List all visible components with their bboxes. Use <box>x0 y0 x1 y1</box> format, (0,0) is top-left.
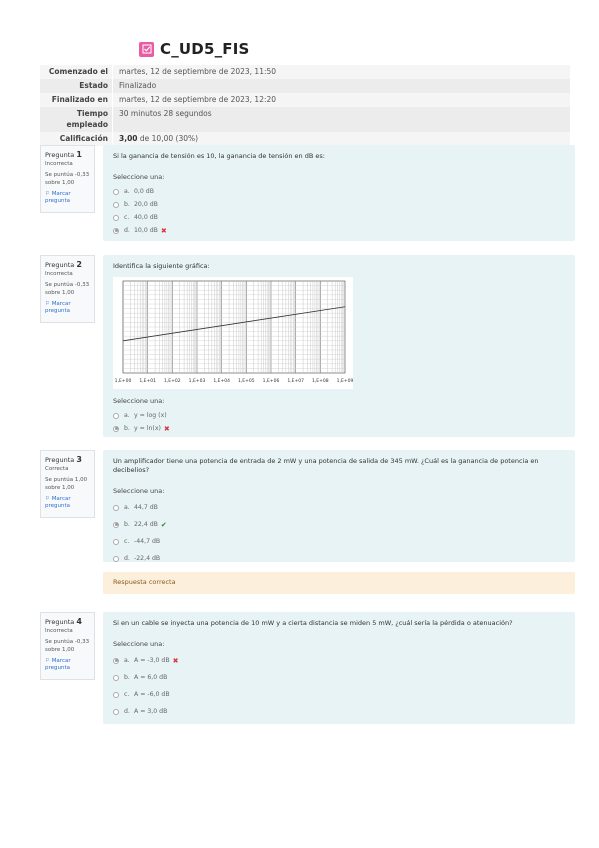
radio-button[interactable] <box>113 675 119 681</box>
radio-button[interactable] <box>113 413 119 419</box>
question-text: Identifica la siguiente gráfica: <box>113 262 210 270</box>
flag-icon: ⚐ <box>45 190 50 197</box>
radio-button[interactable] <box>113 228 119 234</box>
summary-value: Finalizado <box>112 79 570 93</box>
summary-label: Estado <box>40 79 112 93</box>
incorrect-icon: ✖ <box>160 226 167 235</box>
summary-label: Calificación <box>40 132 112 146</box>
question-number: Pregunta 4 <box>45 617 82 626</box>
attempt-summary <box>40 65 570 146</box>
answer-option[interactable]: b. A = 6,0 dB <box>113 669 565 686</box>
log-chart <box>113 277 353 389</box>
question-number: Pregunta 1 <box>45 150 82 159</box>
question-status: Correcta <box>45 465 69 472</box>
answer-option[interactable]: c. -44,7 dB <box>113 533 565 550</box>
x-tick-label: 1,E+06 <box>262 379 280 385</box>
flag-question-link[interactable]: ⚐ Marcar pregunta <box>45 190 71 205</box>
summary-row-finished <box>40 93 570 107</box>
radio-button[interactable] <box>113 426 119 432</box>
x-tick-label: 1,E+02 <box>164 379 181 385</box>
summary-row-grade <box>40 132 570 146</box>
question-status: Incorrecta <box>45 627 73 634</box>
page-title: C_UD5_FIS <box>160 40 250 58</box>
answer-option[interactable]: d. 10,0 dB ✖ <box>113 224 565 237</box>
answer-option[interactable]: d. -22,4 dB <box>113 550 565 567</box>
answer-option[interactable]: c. A = -6,0 dB <box>113 686 565 703</box>
radio-button[interactable] <box>113 189 119 195</box>
answer-options <box>113 185 565 237</box>
chart-svg <box>113 277 353 389</box>
question-info <box>40 255 95 323</box>
x-tick-label: 1,E+08 <box>312 379 329 385</box>
summary-value: martes, 12 de septiembre de 2023, 12:20 <box>112 93 570 107</box>
question-score: Se puntúa -0,33 sobre 1,00 <box>45 171 90 186</box>
summary-value <box>112 132 570 146</box>
flag-question-link[interactable]: ⚐ Marcar pregunta <box>45 657 71 672</box>
question-content <box>103 255 575 437</box>
radio-button[interactable] <box>113 539 119 545</box>
question-info <box>40 450 95 518</box>
feedback-box: Respuesta correcta <box>103 572 575 594</box>
grade-value: 3,00 <box>119 133 138 143</box>
question-content <box>103 612 575 724</box>
radio-button[interactable] <box>113 202 119 208</box>
question-status: Incorrecta <box>45 160 73 167</box>
flag-icon: ⚐ <box>45 300 50 307</box>
answer-option[interactable]: b. 22,4 dB ✔ <box>113 516 565 533</box>
radio-button[interactable] <box>113 522 119 528</box>
question-text: Si en un cable se inyecta una potencia de 10 mW y a cierta distancia se miden 5 mW, ¿cuál sería la pérdida o atenuación? <box>113 619 513 627</box>
answer-option[interactable]: c. 40,0 dB <box>113 211 565 224</box>
x-tick-label: 1,E+00 <box>114 379 132 385</box>
answer-prompt: Seleccione una: <box>113 173 165 182</box>
answer-options <box>113 409 565 435</box>
x-tick-label: 1,E+07 <box>287 379 304 385</box>
answer-option[interactable]: b. y = ln(x) ✖ <box>113 422 565 435</box>
flag-icon: ⚐ <box>45 495 50 502</box>
flag-question-link[interactable]: ⚐ Marcar pregunta <box>45 495 71 510</box>
summary-label: Finalizado en <box>40 93 112 107</box>
x-tick-label: 1,E+05 <box>238 379 255 385</box>
radio-button[interactable] <box>113 709 119 715</box>
question-status: Incorrecta <box>45 270 73 277</box>
summary-label: Tiempo empleado <box>40 107 112 131</box>
question-score: Se puntúa 1,00 sobre 1,00 <box>45 476 88 491</box>
question-score: Se puntúa -0,33 sobre 1,00 <box>45 638 90 653</box>
incorrect-icon: ✖ <box>163 424 170 433</box>
summary-row-state <box>40 79 570 93</box>
question-text: Un amplificador tiene una potencia de entrada de 2 mW y una potencia de salida de 345 mW. ¿Cuál es la ganancia de potencia en decibelios? <box>113 457 539 475</box>
answer-option[interactable]: a. 0,0 dB <box>113 185 565 198</box>
x-tick-label: 1,E+04 <box>213 379 230 385</box>
answer-option[interactable]: a. y = log (x) <box>113 409 565 422</box>
summary-value: 30 minutos 28 segundos <box>112 107 570 131</box>
answer-options <box>113 652 565 720</box>
question-info <box>40 612 95 680</box>
summary-label: Comenzado el <box>40 65 112 79</box>
question-info <box>40 145 95 213</box>
incorrect-icon: ✖ <box>172 656 179 665</box>
answer-prompt: Seleccione una: <box>113 487 165 496</box>
question-number: Pregunta 3 <box>45 455 82 464</box>
radio-button[interactable] <box>113 505 119 511</box>
summary-row-started <box>40 65 570 79</box>
summary-row-time <box>40 107 570 131</box>
question-content <box>103 450 575 562</box>
answer-options <box>113 499 565 567</box>
summary-value: martes, 12 de septiembre de 2023, 11:50 <box>112 65 570 79</box>
page-header <box>139 40 250 58</box>
x-tick-label: 1,E+03 <box>188 379 206 385</box>
radio-button[interactable] <box>113 658 119 664</box>
flag-question-link[interactable]: ⚐ Marcar pregunta <box>45 300 71 315</box>
radio-button[interactable] <box>113 556 119 562</box>
radio-button[interactable] <box>113 692 119 698</box>
radio-button[interactable] <box>113 215 119 221</box>
grade-total: de 10,00 (30%) <box>137 133 199 143</box>
quiz-icon <box>139 42 154 57</box>
answer-option[interactable]: a. A = -3,0 dB ✖ <box>113 652 565 669</box>
answer-option[interactable]: b. 20,0 dB <box>113 198 565 211</box>
answer-option[interactable]: d. A = 3,0 dB <box>113 703 565 720</box>
answer-prompt: Seleccione una: <box>113 397 165 406</box>
answer-prompt: Seleccione una: <box>113 640 165 649</box>
x-tick-label: 1,E+01 <box>139 379 156 385</box>
answer-option[interactable]: a. 44,7 dB <box>113 499 565 516</box>
flag-icon: ⚐ <box>45 657 50 664</box>
x-tick-label: 1,E+09 <box>336 379 353 385</box>
question-score: Se puntúa -0,33 sobre 1,00 <box>45 281 90 296</box>
question-number: Pregunta 2 <box>45 260 82 269</box>
correct-icon: ✔ <box>160 520 167 529</box>
question-text: Si la ganancia de tensión es 10, la ganancia de tensión en dB es: <box>113 152 325 160</box>
question-content <box>103 145 575 241</box>
